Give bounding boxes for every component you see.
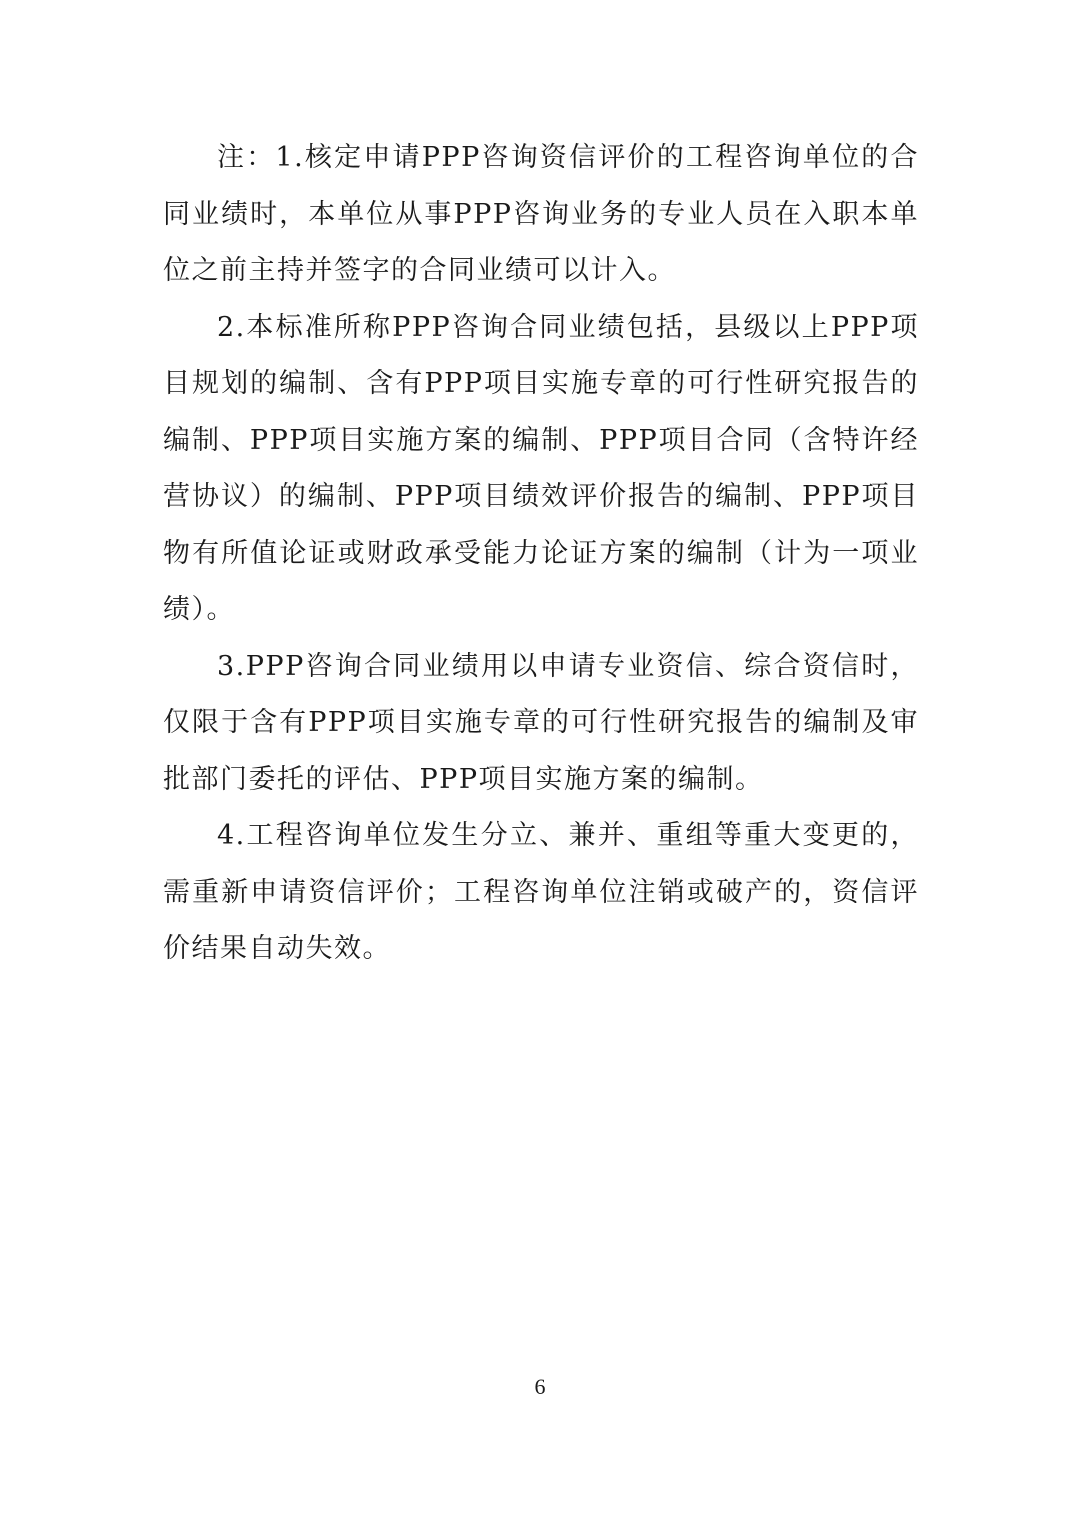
page-number: 6 [534, 1374, 546, 1399]
note-paragraph-1: 注：1.核定申请PPP咨询资信评价的工程咨询单位的合同业绩时，本单位从事PPP咨询业务的专业人员在入职本单位之前主持并签字的合同业绩可以计入。 [163, 142, 919, 286]
note-paragraph-4: 4.工程咨询单位发生分立、兼并、重组等重大变更的，需重新申请资信评价；工程咨询单位注销或破产的，资信评价结果自动失效。 [163, 820, 919, 964]
note-paragraph-3: 3.PPP咨询合同业绩用以申请专业资信、综合资信时，仅限于含有PPP项目实施专章的可行性研究报告的编制及审批部门委托的评估、PPP项目实施方案的编制。 [163, 650, 919, 795]
note-paragraph-2: 2.本标准所称PPP咨询合同业绩包括，县级以上PPP项目规划的编制、含有PPP项目实施专章的可行性研究报告的编制、PPP项目实施方案的编制、PPP项目合同（含特许经营协议）的编制、PPP项目绩效评价报告的编制、PPP项目物有所值论证或财政承受能力论证方案的编制（计为一项业绩）。 [163, 311, 919, 625]
notes-section [163, 130, 919, 978]
